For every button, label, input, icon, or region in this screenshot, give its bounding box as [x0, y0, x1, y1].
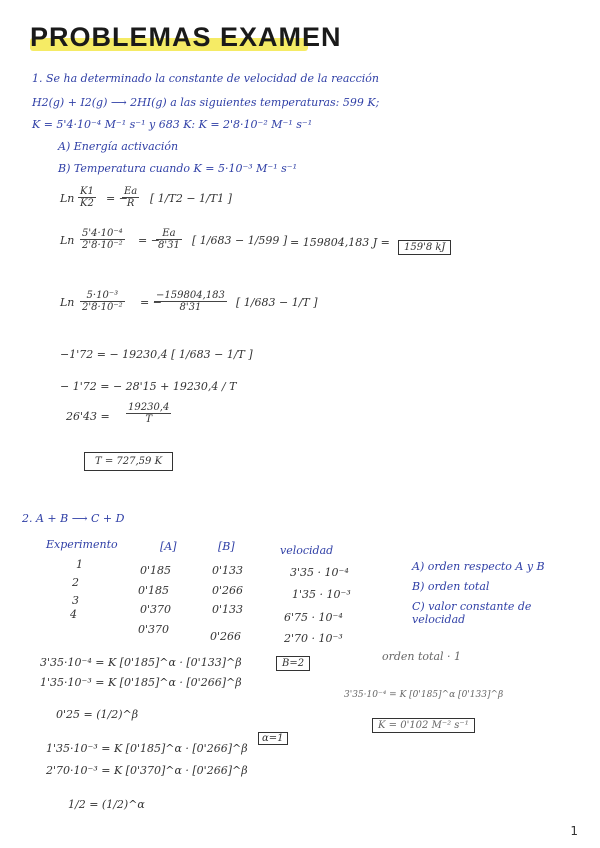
p2-work7: 1/2 = (1/2)^α — [68, 798, 145, 811]
eq3-ea-fraction — [154, 290, 227, 313]
p2-question-a: A) orden respecto A y B — [412, 560, 545, 573]
p2-orden-total: orden total · 1 — [382, 650, 462, 663]
eq1-k-fraction — [78, 186, 96, 209]
eq3-bracket: [ 1/683 − 1/T ] — [236, 296, 318, 309]
p2-row1-v: 3'35 · 10⁻⁴ — [290, 566, 349, 579]
eq2-num: 5'4·10⁻⁴ — [82, 228, 123, 239]
eq1-k1: K1 — [80, 186, 94, 197]
p2-box-k: K = 0'102 M⁻² s⁻¹ — [372, 718, 475, 733]
eq3-k-fraction — [80, 290, 125, 313]
p2-box-b: B=2 — [276, 656, 310, 671]
p2-work3: 0'25 = (1/2)^β — [56, 708, 139, 721]
eq1-r: R — [126, 198, 135, 209]
p2-statement: 2. A + B ⟶ C + D — [22, 512, 125, 525]
p2-work4: 3'35·10⁻⁴ = K [0'185]^α [0'133]^β — [344, 690, 504, 700]
eq2-ea-fraction — [156, 228, 182, 251]
p1-line3: K = 5'4·10⁻⁴ M⁻¹ s⁻¹ y 683 K: K = 2'8·10⁻² M⁻¹ s⁻¹ — [32, 118, 313, 131]
eq3-r: 8'31 — [179, 302, 202, 313]
p2-work1: 3'35·10⁻⁴ = K [0'185]^α · [0'133]^β — [40, 656, 242, 669]
p2-row1-a: 0'185 — [140, 564, 172, 577]
eq2-result: = 159804,183 J = — [290, 236, 390, 249]
p2-row2-a: 0'185 — [138, 584, 170, 597]
eq1-ea: Ea — [124, 186, 138, 197]
eq3-num: 5·10⁻³ — [80, 290, 125, 302]
p2-row4-v: 2'70 · 10⁻³ — [284, 632, 343, 645]
p2-row3-exp: 3 — [72, 594, 79, 607]
eq3-equals: = − — [140, 296, 162, 309]
eq2-bracket: [ 1/683 − 1/599 ] — [192, 234, 288, 247]
eq2-r: 8'31 — [158, 240, 180, 251]
p2-header-a: [A] — [160, 540, 177, 553]
eq3-ea: −159804,183 — [156, 290, 225, 301]
p2-row1-b: 0'133 — [212, 564, 244, 577]
p2-work6: 2'70·10⁻³ = K [0'370]^α · [0'266]^β — [46, 764, 248, 777]
eq1-bracket: [ 1/T2 − 1/T1 ] — [150, 192, 232, 205]
eq1-k2: K2 — [80, 198, 94, 209]
p1-line2: H2(g) + I2(g) ⟶ 2HI(g) a las siguientes temperaturas: 599 K; — [32, 96, 380, 109]
eq6-lhs: 26'43 = — [66, 410, 110, 423]
eq6-num: 19230,4 — [128, 402, 170, 413]
eq1-ln: Ln — [60, 192, 75, 205]
p2-row3-v: 6'75 · 10⁻⁴ — [284, 611, 343, 624]
p1-line1: 1. Se ha determinado la constante de velocidad de la reacción — [32, 72, 379, 85]
p2-row4-exp: 4 — [70, 608, 77, 621]
eq4: −1'72 = − 19230,4 [ 1/683 − 1/T ] — [60, 348, 253, 361]
page-title: PROBLEMAS EXAMEN — [30, 22, 342, 52]
p2-header-experimento: Experimento — [46, 538, 118, 551]
eq2-ln: Ln — [60, 234, 75, 247]
p2-row3-a: 0'370 — [140, 603, 172, 616]
eq5: − 1'72 = − 28'15 + 19230,4 / T — [60, 380, 237, 393]
p2-box-small: α=1 — [258, 732, 288, 745]
eq1-equals: = − — [106, 192, 128, 205]
eq6-fraction — [126, 402, 171, 425]
p2-row2-v: 1'35 · 10⁻³ — [292, 588, 351, 601]
eq2-den: 2'8·10⁻² — [82, 240, 123, 251]
p2-header-b: [B] — [218, 540, 235, 553]
p2-question-c: C) valor constante de velocidad — [412, 600, 532, 626]
page-number: 1 — [570, 824, 578, 838]
p2-row2-b: 0'266 — [212, 584, 244, 597]
eq7-answer-box: T = 727,59 K — [84, 452, 173, 471]
p2-row4-a: 0'370 — [138, 623, 170, 636]
p2-row2-exp: 2 — [72, 576, 79, 589]
p1-part-a: A) Energía activación — [58, 140, 179, 153]
eq2-k-fraction — [80, 228, 125, 251]
p2-work5: 1'35·10⁻³ = K [0'185]^α · [0'266]^β — [46, 742, 248, 755]
eq2-equals: = − — [138, 234, 160, 247]
p2-row3-b: 0'133 — [212, 603, 244, 616]
eq6-den: T — [145, 414, 153, 425]
eq2-ea: Ea — [156, 228, 182, 240]
eq3-ln: Ln — [60, 296, 75, 309]
p2-question-b: B) orden total — [412, 580, 490, 593]
p2-header-velocidad: velocidad — [280, 544, 334, 557]
p2-row1-exp: 1 — [76, 558, 83, 571]
eq1-ea-fraction — [122, 186, 139, 209]
eq3-den: 2'8·10⁻² — [82, 302, 123, 313]
eq2-answer-box: 159'8 kJ — [398, 240, 451, 255]
p1-part-b: B) Temperatura cuando K = 5·10⁻³ M⁻¹ s⁻¹ — [58, 162, 297, 175]
p2-work2: 1'35·10⁻³ = K [0'185]^α · [0'266]^β — [40, 676, 242, 689]
p2-row4-b: 0'266 — [210, 630, 242, 643]
